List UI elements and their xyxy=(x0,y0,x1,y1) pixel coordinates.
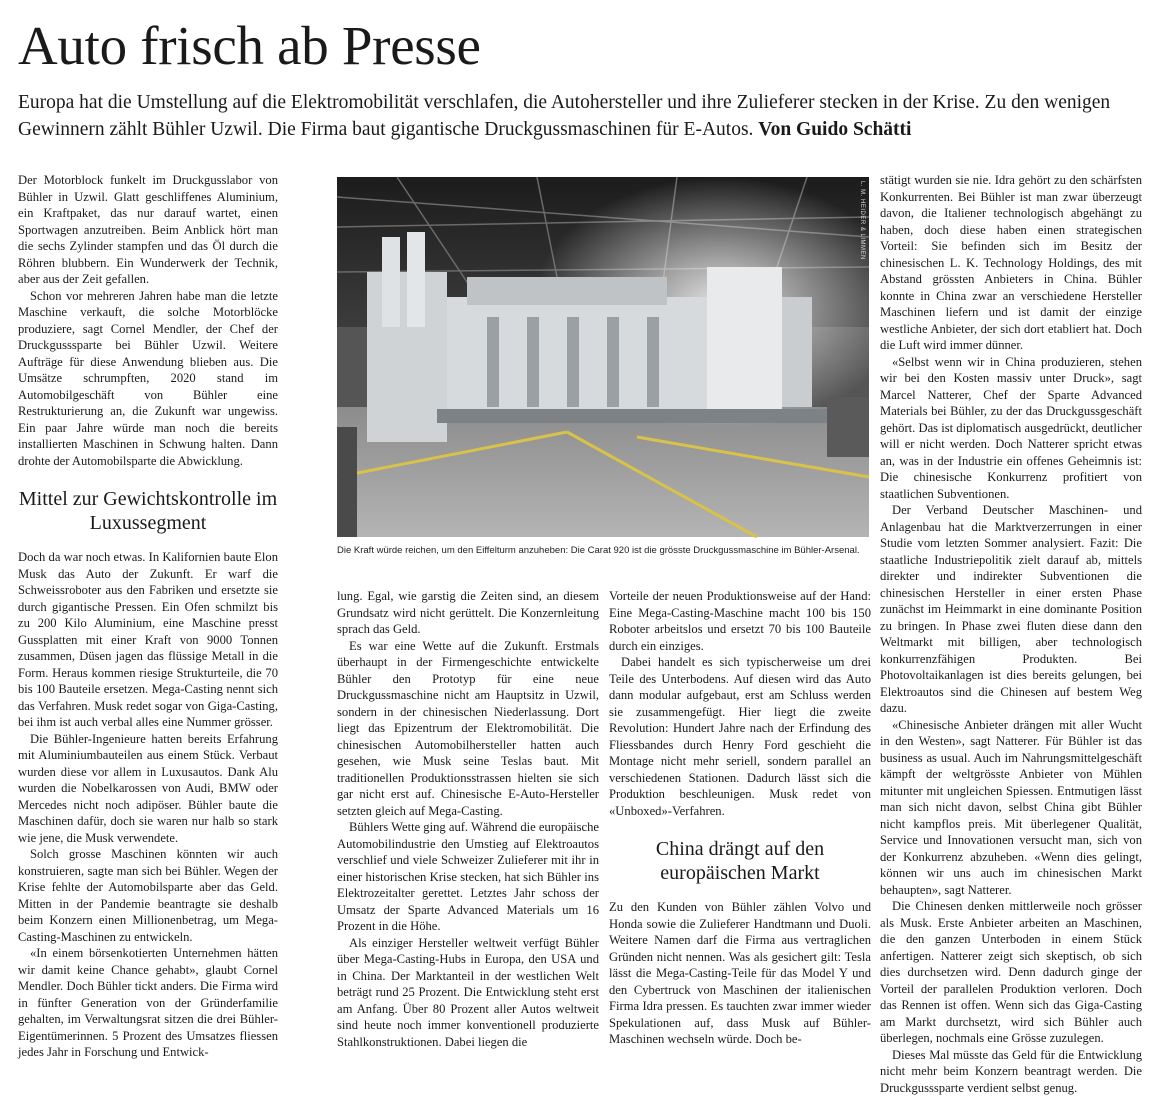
factory-machine-illustration xyxy=(337,177,869,537)
paragraph: «Chinesische Anbieter drängen mit aller Wucht in den Westen», sagt Natterer. Für Bühler ist das business as usual. Auch im Nahrungsmittelgeschäft kämpft der weltgrösste Anbieter von Mühlen mitunter mit ungleichen Spiessen. Entmutigen lässt man sich nicht davon, selbst China gibt Bühler nicht kampflos preis. Mit überlegener Qualität, Service und Innovationen versucht man, sich von der Konkurrenz abzuheben. «Wenn dies gelingt, können wir uns auch im chinesischen Markt behaupten», sagt Natterer. xyxy=(880,717,1142,899)
paragraph: Bühlers Wette ging auf. Während die europäische Automobilindustrie den Umstieg auf Elektroautos verschlief und viele Schweizer Zulieferer mit ihr in einer historischen Krise stecken, hat sich Bühler ins Elektrozeitalter gerettet. Letztes Jahr schoss der Umsatz der Sparte Advanced Materials um 16 Prozent in die Höhe. xyxy=(337,819,599,935)
paragraph: «In einem börsenkotierten Unternehmen hätten wir damit keine Chance gehabt», glaubt Cornel Mendler. Doch Bühler tickt anders. Die Firma wird in fünfter Generation von der Gründerfamilie gehalten, im Verwaltungsrat sitzen die drei Bühler-Eigentümerinnen. 5 Prozent des Umsatzes fliessen jedes Jahr in Forschung und Entwick- xyxy=(18,945,278,1061)
subheading: Mittel zur Gewichtskontrolle im Luxussegment xyxy=(18,487,278,535)
paragraph: Der Verband Deutscher Maschinen- und Anlagenbau hat die Marktverzerrungen in einer Studie vom letzten Sommer analysiert. Fazit: Die staatliche Industriepolitik zielt darauf ab, mittels direkter und indirekter Subventionen die chinesischen Hersteller in einer ersten Phase zunächst im Heimmarkt in eine dominante Position zu bringen. In Phase zwei fluten diese dann den Weltmarkt mit billigen, aber technologisch konkurrenzfähigen Produkten. Bei Photovoltaikanlagen ist dies bereits gelungen, bei Elektroautos sind die Chinesen auf bestem Weg dazu. xyxy=(880,502,1142,717)
article-column-1 xyxy=(18,172,278,1018)
paragraph: Es war eine Wette auf die Zukunft. Erstmals überhaupt in der Firmengeschichte entwickelte Bühler den Prototyp für eine neue Druckgussmaschine nicht am Hauptsitz in Uzwil, sondern in der chinesischen Niederlassung. Dort liegt das Epizentrum der Elektromobilität. Die chinesischen Automobilhersteller hatten auch gesehen, wie Musk seine Teslas baut. Mit traditionellen Produktionsstrassen hielten sie sich gar nicht erst auf. Chinesische E-Auto-Hersteller setzten gleich auf Mega-Casting. xyxy=(337,638,599,820)
paragraph: «Selbst wenn wir in China produzieren, stehen wir bei den Kosten massiv unter Druck», sagt Marcel Natterer, Chef der Sparte Advanced Materials bei Bühler, zu der das Druckgussgeschäft gehört. Das ist diplomatisch ausgedrückt, deutlicher will er nicht werden. Doch Natterer spricht etwas an, was in der Industrie ein offenes Geheimnis ist: Die chinesische Konkurrenz profitiert von staatlichen Subventionen. xyxy=(880,354,1142,503)
paragraph: Der Motorblock funkelt im Druckgusslabor von Bühler in Uzwil. Glatt geschliffenes Aluminium, ein Kraftpaket, das nur darauf wartet, einen Sportwagen anzutreiben. Beim Anblick hört man die sechs Zylinder stampfen und das Öl durch die Röhren blubbern. Ein Wunderwerk der Technik, aber aus der Zeit gefallen. xyxy=(18,172,278,288)
lead-paragraph xyxy=(18,89,1128,143)
article-column-3 xyxy=(609,588,871,1018)
paragraph: Vorteile der neuen Produktionsweise auf der Hand: Eine Mega-Casting-Maschine macht 100 bis 150 Roboter arbeitslos und ersetzt 70 bis 100 Bauteile durch ein einziges. xyxy=(609,588,871,654)
paragraph: Dieses Mal müsste das Geld für die Entwicklung nicht mehr beim Konzern beantragt werden. Die Druckgusssparte verdient selbst genug. xyxy=(880,1047,1142,1096)
article-photo xyxy=(337,177,869,537)
paragraph: Als einziger Hersteller weltweit verfügt Bühler über Mega-Casting-Hubs in Europa, den USA und in China. Der Marktanteil in der westlichen Welt beträgt rund 25 Prozent. Die Entwicklung steht erst am Anfang. Über 80 Prozent aller Autos weltweit sind heute noch immer konventionell produzierte Stahlkonstruktionen. Dabei liegen die xyxy=(337,935,599,1051)
paragraph: stätigt wurden sie nie. Idra gehört zu den schärfsten Konkurrenten. Bei Bühler ist man zwar überzeugt davon, die Italiener technologisch abgehängt zu haben, doch diese haben einen strategischen Vorteil: Sie befinden sich im Besitz der chinesischen L. K. Technology Holdings, des mit Abstand grössten Anbieters in China. Bühler konnte in China zwar an verschiedene Hersteller Maschinen liefern und ist damit der einzige westliche Anbieter, der sich dort etabliert hat. Doch die Luft wird immer dünner. xyxy=(880,172,1142,354)
paragraph: Die Bühler-Ingenieure hatten bereits Erfahrung mit Aluminiumbauteilen aus einem Stück. Verbaut wurden diese vor allem in Luxusautos. Dank Alu wurden die Nobelkarossen von Audi, BMW oder Mercedes nicht noch adipöser. Bühler baute die Maschinen dafür, doch sie waren nur halb so stark wie jene, die Musk verwendete. xyxy=(18,731,278,847)
headline: Auto frisch ab Presse xyxy=(18,14,481,78)
paragraph: Zu den Kunden von Bühler zählen Volvo und Honda sowie die Zulieferer Handtmann und Duoli. Weitere Namen darf die Firma aus vertraglichen Gründen nicht nennen. Was als gesichert gilt: Tesla lässt die Mega-Casting-Teile für das Model Y und den Cybertruck von Maschinen der italienischen Firma Idra pressen. Es tauchten zwar immer wieder Spekulationen auf, dass Musk auf Bühler-Maschinen wechseln würde. Doch be- xyxy=(609,899,871,1048)
photo-credit: L. M. HEIDER & LIMMEN xyxy=(859,181,865,260)
paragraph: Schon vor mehreren Jahren habe man die letzte Maschine verkauft, die solche Motorblöcke produziere, sagt Cornel Mendler, der Chef der Druckgusssparte bei Bühler Uzwil. Weitere Aufträge für diese Anwendung blieben aus. Die Umsätze schrumpften, 2020 stand im Automobilgeschäft von Bühler eine Restrukturierung an, die Zukunft war ungewiss. Ein paar Jahre würde man noch die bereits installierten Maschinen in Schwung halten. Dann drohte der Automobilsparte die Abwicklung. xyxy=(18,288,278,470)
subheading: China drängt auf den europäischen Markt xyxy=(609,837,871,885)
paragraph: Dabei handelt es sich typischerweise um drei Teile des Unterbodens. Auf diesen wird das Auto dann modular aufgebaut, erst am Schluss werden sie zusammengefügt. Hier liegt die zweite Revolution: Hundert Jahre nach der Erfindung des Fliessbandes durch Henry Ford geschieht die Montage nicht mehr seriell, sondern parallel an verschiedenen Stationen. Dadurch lässt sich die Produktion beschleunigen. Musk redet von «Unboxed»-Verfahren. xyxy=(609,654,871,819)
paragraph: Die Chinesen denken mittlerweile noch grösser als Musk. Erste Anbieter arbeiten an Maschinen, die den ganzen Unterboden in einem Stück anfertigen. Natterer zeigt sich skeptisch, ob sich dies durchsetzen wird. Denn dadurch ginge der Vorteil der parallelen Produktion verloren. Doch das Rennen ist offen. Wenn sich das Giga-Casting am Markt durchsetzt, wird sich Bühler auch überlegen, nochmals eine Grösse zuzulegen. xyxy=(880,898,1142,1047)
article-column-2 xyxy=(337,588,599,1018)
paragraph: Solch grosse Maschinen könnten wir auch konstruieren, sagte man sich bei Bühler. Wegen der Krise fehlte der Automobilsparte aber das Geld. Mitten in der Pandemie beantragte sie deshalb beim Konzern einen Millionenbetrag, um Mega-Casting-Maschinen zu entwickeln. xyxy=(18,846,278,945)
paragraph: Doch da war noch etwas. In Kalifornien baute Elon Musk das Auto der Zukunft. Er warf die Schweissroboter aus den Fabriken und ersetzte sie durch gigantische Pressen. Ein Ofen schmilzt bis zu 200 Kilo Aluminium, eine Maschine presst Gussplatten mit einer Kraft von 9000 Tonnen zusammen, Düsen jagen das flüssige Metall in die Form. Heraus kommen riesige Strukturteile, die 70 bis 100 Bauteile ersetzen. Mega-Casting nennt sich das Verfahren. Musk redet sogar von Giga-Casting, bei ihm ist auch verbal alles eine Nummer grösser. xyxy=(18,549,278,731)
author-byline: Von Guido Schätti xyxy=(758,119,911,140)
paragraph: lung. Egal, wie garstig die Zeiten sind, an diesem Grundsatz wird nicht gerüttelt. Die Konzernleitung sprach das Geld. xyxy=(337,588,599,638)
photo-caption: Die Kraft würde reichen, um den Eiffelturm anzuheben: Die Carat 920 ist die grösste Druckgussmaschine im Bühler-Arsenal. xyxy=(337,545,869,557)
lead-text: Europa hat die Umstellung auf die Elektromobilität verschlafen, die Autohersteller und ihre Zulieferer stecken in der Krise. Zu den wenigen Gewinnern zählt Bühler Uzwil. Die Firma baut gigantische Druckgussmaschinen für E-Autos. xyxy=(18,92,1110,140)
article-column-4 xyxy=(880,172,1142,1018)
